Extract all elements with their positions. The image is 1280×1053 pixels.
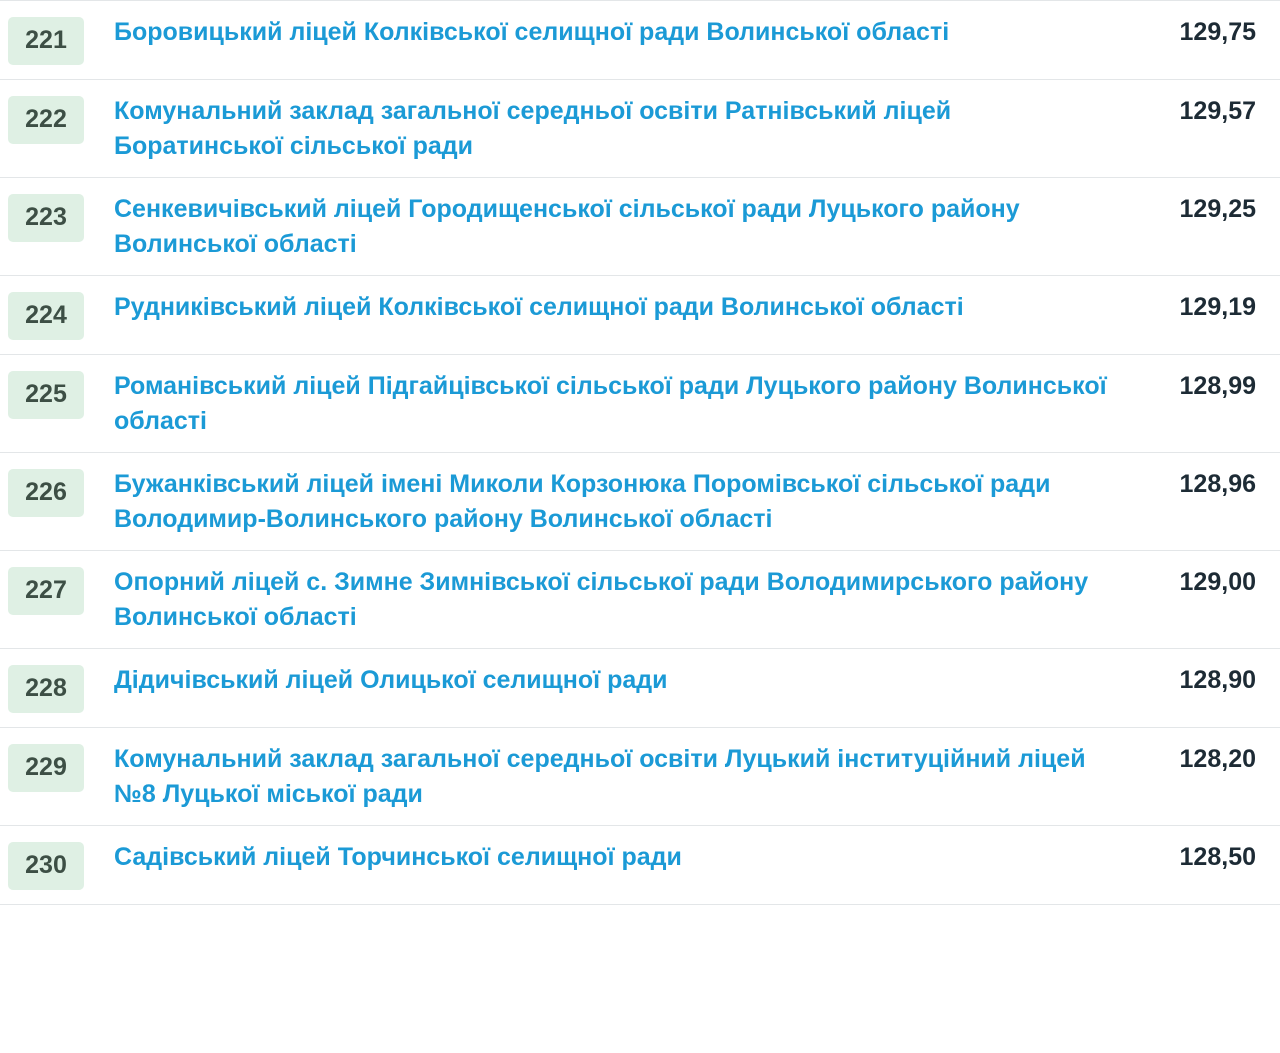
rank-badge: 224 xyxy=(8,292,84,340)
score-value: 128,50 xyxy=(1179,843,1256,871)
table-row xyxy=(0,727,1280,825)
school-name-link[interactable]: Романівський ліцей Підгайцівської сільської ради Луцького району Волинської області xyxy=(114,372,1107,435)
rank-badge: 223 xyxy=(8,194,84,242)
score-value: 128,99 xyxy=(1179,372,1256,400)
table-row xyxy=(0,79,1280,177)
rank-badge: 221 xyxy=(8,17,84,65)
score-value: 128,90 xyxy=(1179,666,1256,694)
school-name-link[interactable]: Комунальний заклад загальної середньої освіти Ратнівський ліцей Боратинської сільської ради xyxy=(114,97,952,160)
table-row xyxy=(0,825,1280,905)
school-name-link[interactable]: Бужанківський ліцей імені Миколи Корзонюка Поромівської сільської ради Володимир-Волинського району Волинської області xyxy=(114,470,1051,533)
table-row xyxy=(0,177,1280,275)
school-name-link[interactable]: Садівський ліцей Торчинської селищної ради xyxy=(114,843,682,871)
school-name-link[interactable]: Опорний ліцей с. Зимне Зимнівської сільської ради Володимирського району Волинської області xyxy=(114,568,1089,631)
school-name-link[interactable]: Боровицький ліцей Колківської селищної ради Волинської області xyxy=(114,18,950,46)
score-value: 128,96 xyxy=(1179,470,1256,498)
rank-badge: 222 xyxy=(8,96,84,144)
rank-badge: 226 xyxy=(8,469,84,517)
school-name-link[interactable]: Дідичівський ліцей Олицької селищної ради xyxy=(114,666,668,694)
table-row xyxy=(0,452,1280,550)
score-value: 129,19 xyxy=(1179,293,1256,321)
rank-badge: 227 xyxy=(8,567,84,615)
score-value: 129,75 xyxy=(1179,18,1256,46)
score-value: 129,00 xyxy=(1179,568,1256,596)
table-row xyxy=(0,0,1280,79)
table-row xyxy=(0,550,1280,648)
table-row xyxy=(0,354,1280,452)
table-row xyxy=(0,648,1280,727)
rank-badge: 230 xyxy=(8,842,84,890)
table-row xyxy=(0,275,1280,354)
school-name-link[interactable]: Сенкевичівський ліцей Городищенської сільської ради Луцького району Волинської області xyxy=(114,195,1020,258)
score-value: 128,20 xyxy=(1179,745,1256,773)
rank-badge: 228 xyxy=(8,665,84,713)
score-value: 129,25 xyxy=(1179,195,1256,223)
school-name-link[interactable]: Комунальний заклад загальної середньої освіти Луцький інституційний ліцей №8 Луцької міської ради xyxy=(114,745,1086,808)
rank-badge: 225 xyxy=(8,371,84,419)
score-value: 129,57 xyxy=(1179,97,1256,125)
rank-badge: 229 xyxy=(8,744,84,792)
school-name-link[interactable]: Рудниківський ліцей Колківської селищної ради Волинської області xyxy=(114,293,964,321)
